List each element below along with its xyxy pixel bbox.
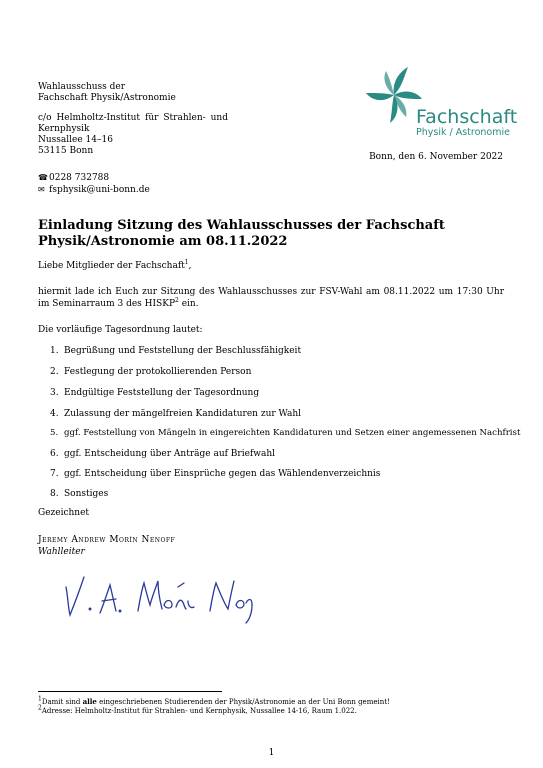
pinwheel-icon	[364, 65, 424, 125]
letter-date: Bonn, den 6. November 2022	[369, 152, 503, 162]
agenda-item: 7. ggf. Entscheidung über Einsprüche gegen das Wählendenverzeichnis	[50, 469, 381, 479]
intro-paragraph	[38, 287, 504, 310]
greeting	[38, 261, 192, 273]
logo-name: Fachschaft	[416, 106, 518, 128]
agenda-item: 2. Festlegung der protokollierenden Person	[50, 367, 252, 377]
sender-address	[38, 82, 238, 166]
signer-name: Jeremy Andrew Morín Nenoff	[38, 535, 176, 545]
agenda-item: 8. Sonstiges	[50, 489, 109, 499]
page-number: 1	[268, 748, 275, 758]
phone-icon: ☎	[38, 173, 48, 182]
greeting-text: Liebe Mitglieder der Fachschaft	[38, 261, 185, 271]
handwritten-signature	[60, 565, 260, 625]
sender-line: Fachschaft Physik/Astronomie	[38, 93, 176, 104]
sender-line: Wahlausschuss der	[38, 82, 126, 92]
agenda-item: 3. Endgültige Feststellung der Tagesordnung	[50, 388, 260, 398]
email-address[interactable]: fsphysik@uni-bonn.de	[49, 185, 150, 196]
footnote: $^2$Adresse: Helmholtz-Institut für Strahlen- und Kernphysik, Nussallee 14-16, Raum 1.022.	[38, 704, 357, 715]
agenda-intro: Die vorläufige Tagesordnung lautet:	[38, 325, 203, 335]
greeting-punct: ,	[188, 261, 192, 271]
agenda-item: 6. ggf. Entscheidung über Anträge auf Briefwahl	[50, 449, 275, 459]
contact-block	[38, 172, 150, 197]
sender-line: 53115 Bonn	[38, 146, 94, 157]
logo-subtitle: Physik / Astronomie	[416, 127, 510, 138]
footnote: $^1$Damit sind alle eingeschriebenen Studierenden der Physik/Astronomie an der Uni Bonn gemeint!	[38, 695, 390, 706]
sender-line: Nussallee 14–16	[38, 135, 113, 146]
agenda-item: 1. Begrüßung und Feststellung der Beschlussfähigkeit	[50, 346, 302, 356]
phone-number: 0228 732788	[49, 173, 110, 183]
footnote-rule	[38, 691, 222, 692]
mail-icon: ✉	[38, 185, 45, 195]
footnote-ref[interactable]: 2	[175, 296, 179, 304]
intro-text: hiermit lade ich Euch zur Sitzung des Wahlausschusses zur FSV-Wahl am 08.11.2022 um 17:30 Uhr im Seminarraum 3 des HISKP	[38, 287, 504, 309]
intro-text-end: ein.	[178, 298, 199, 309]
sender-line: Kernphysik	[38, 123, 90, 134]
fachschaft-logo	[364, 60, 518, 150]
signed-label: Gezeichnet	[38, 508, 90, 518]
agenda-item: 4. Zulassung der mängelfreien Kandidaturen zur Wahl	[50, 409, 302, 419]
letter-title: Einladung Sitzung des Wahlausschusses der Fachschaft Physik/Astronomie am 08.11.2022	[38, 218, 445, 249]
footnote-ref[interactable]: 1	[184, 259, 189, 266]
sender-line: c/o Helmholtz-Institut für Strahlen- und	[38, 112, 228, 123]
signer-role: Wahlleiter	[38, 547, 85, 557]
agenda-item: 5. ggf. Feststellung von Mängeln in eingereichten Kandidaturen und Setzen einer angemessenen Nachfrist	[50, 428, 521, 438]
